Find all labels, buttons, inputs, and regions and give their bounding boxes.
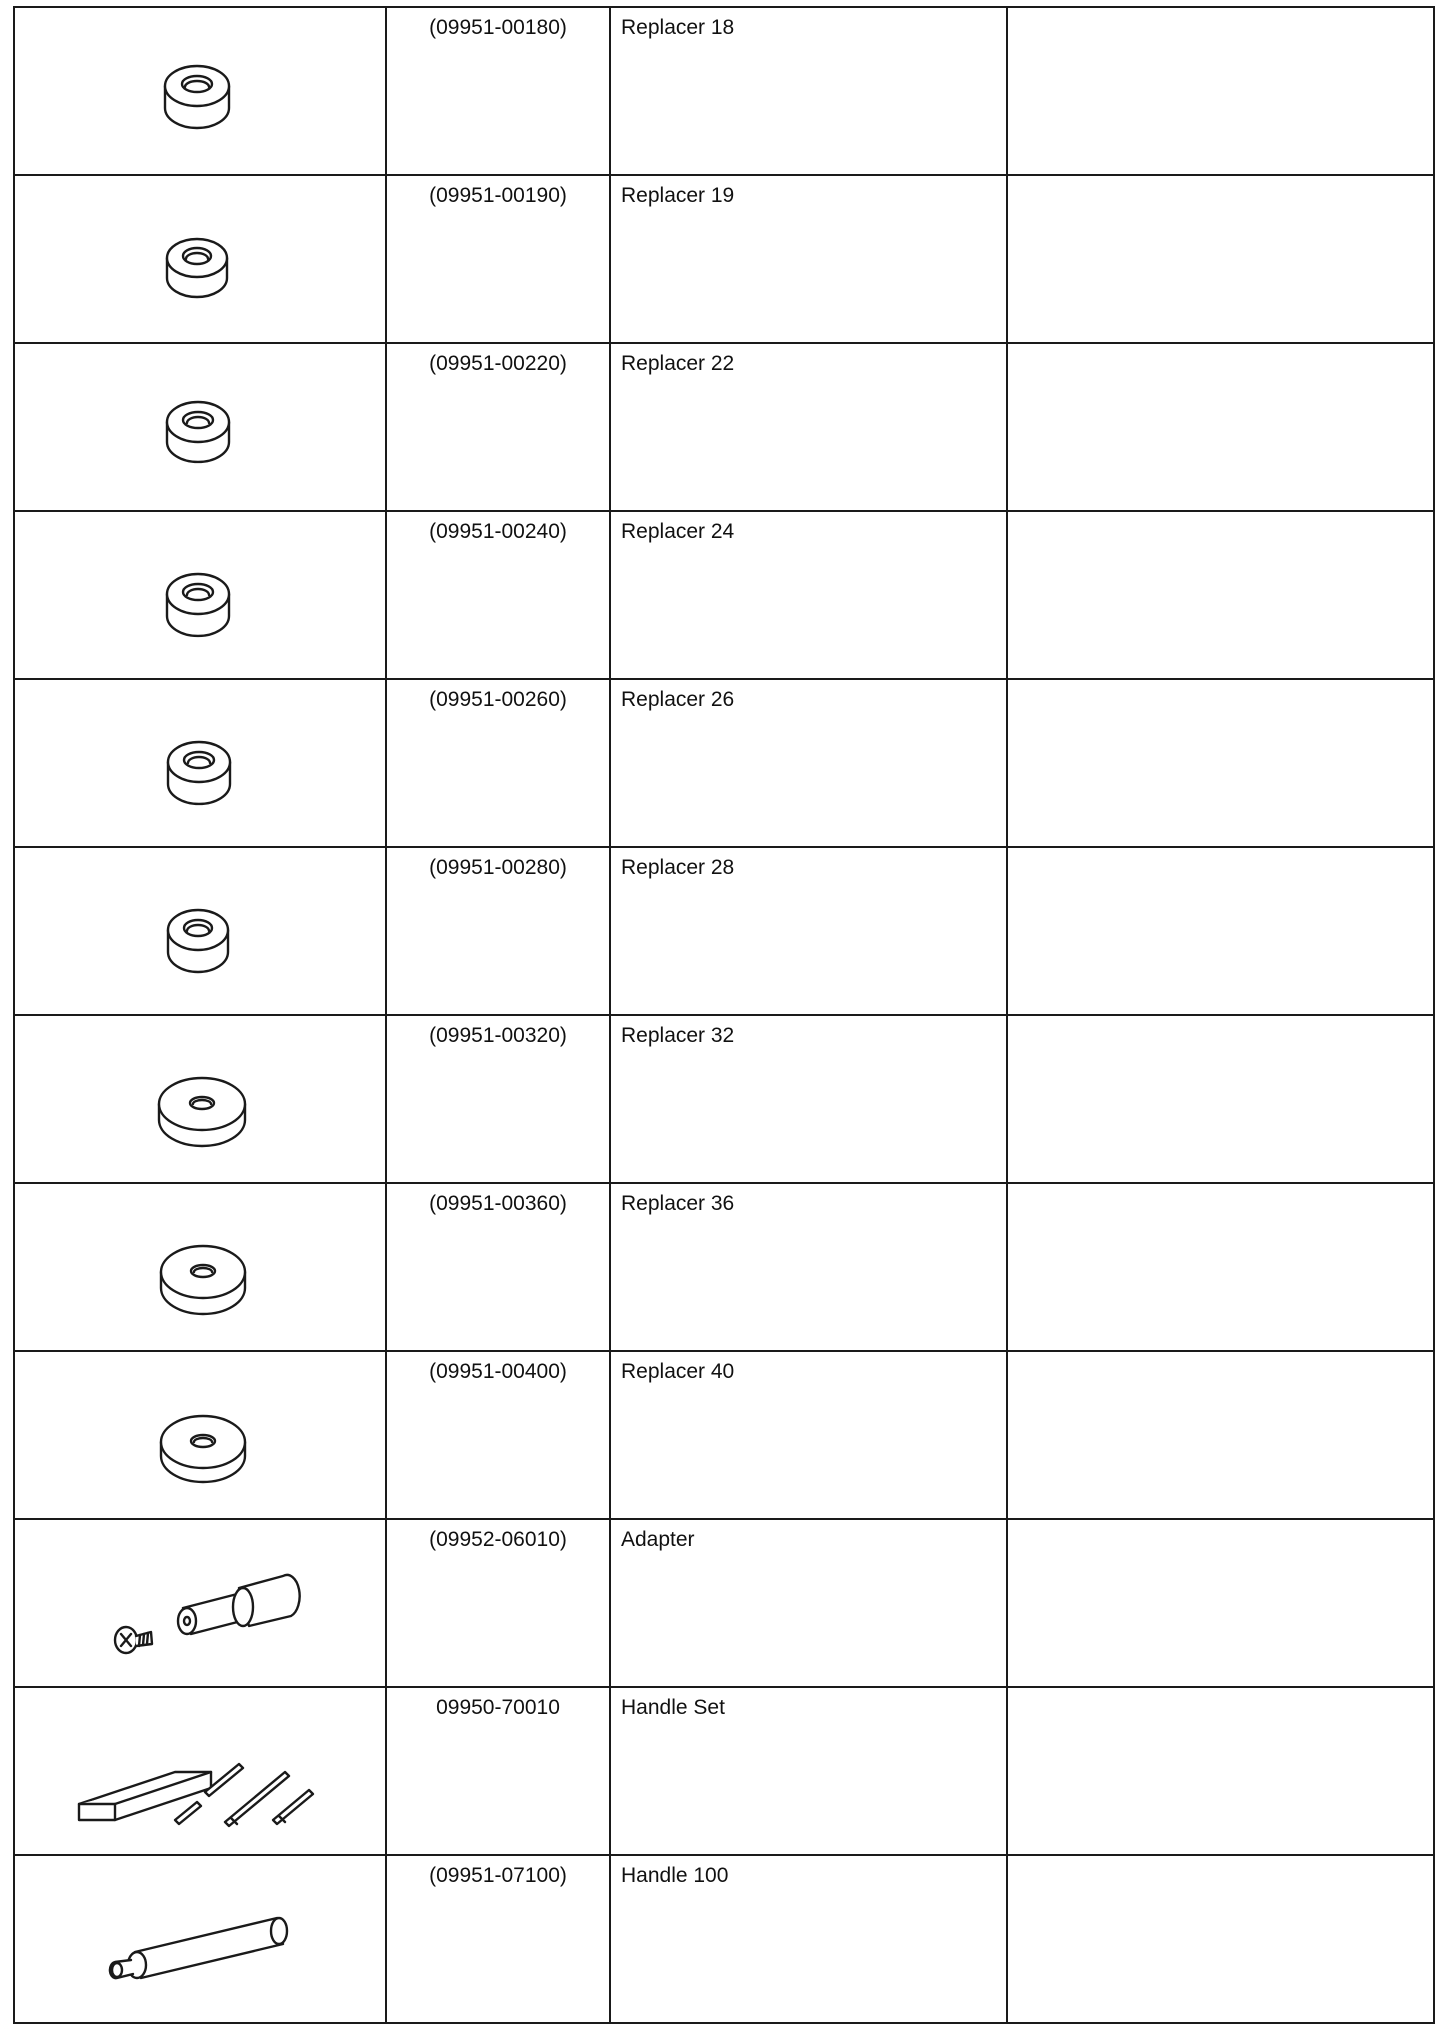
replacer-ring-icon [15,848,385,1008]
illustration-cell [14,1519,386,1687]
tool-note [1007,1351,1434,1519]
tool-note [1007,1183,1434,1351]
tool-name: Replacer 19 [610,175,1007,343]
table-row [14,1183,1434,1351]
tool-note [1007,1687,1434,1855]
replacer-ring-icon [15,8,385,168]
replacer-wide-ring-icon [15,1016,385,1176]
part-number: 09950-70010 [386,1687,610,1855]
tool-name: Replacer 32 [610,1015,1007,1183]
tool-note [1007,1855,1434,2023]
tool-name: Handle Set [610,1687,1007,1855]
replacer-ring-icon [15,512,385,672]
table-row [14,1687,1434,1855]
tool-name: Replacer 26 [610,679,1007,847]
table-row [14,7,1434,175]
adapter-bolt-icon [15,1520,385,1680]
table-row [14,1855,1434,2023]
illustration-cell [14,175,386,343]
part-number: (09951-00320) [386,1015,610,1183]
tool-table [13,6,1435,2024]
tool-note [1007,175,1434,343]
tool-note [1007,679,1434,847]
part-number: (09951-00280) [386,847,610,1015]
table-row [14,175,1434,343]
table-row [14,679,1434,847]
replacer-wide-ring-icon [15,1352,385,1512]
table-row [14,511,1434,679]
illustration-cell [14,511,386,679]
replacer-ring-icon [15,344,385,504]
handle-rod-icon [15,1856,385,2016]
replacer-ring-icon [15,176,385,336]
tool-name: Replacer 28 [610,847,1007,1015]
table-row [14,343,1434,511]
part-number: (09951-00180) [386,7,610,175]
tool-note [1007,1015,1434,1183]
illustration-cell [14,679,386,847]
tool-name: Handle 100 [610,1855,1007,2023]
illustration-cell [14,1015,386,1183]
tool-note [1007,511,1434,679]
illustration-cell [14,847,386,1015]
tool-name: Replacer 36 [610,1183,1007,1351]
part-number: (09951-00400) [386,1351,610,1519]
tool-name: Adapter [610,1519,1007,1687]
illustration-cell [14,1183,386,1351]
part-number: (09951-00260) [386,679,610,847]
illustration-cell [14,7,386,175]
handle-set-icon [15,1688,385,1848]
replacer-wide-ring-icon [15,1184,385,1344]
illustration-cell [14,343,386,511]
table-row [14,1015,1434,1183]
part-number: (09951-07100) [386,1855,610,2023]
table-row [14,1519,1434,1687]
part-number: (09952-06010) [386,1519,610,1687]
tool-note [1007,343,1434,511]
table-row [14,847,1434,1015]
tool-name: Replacer 22 [610,343,1007,511]
replacer-ring-icon [15,680,385,840]
table-row [14,1351,1434,1519]
tool-note [1007,1519,1434,1687]
illustration-cell [14,1687,386,1855]
part-number: (09951-00190) [386,175,610,343]
tool-note [1007,847,1434,1015]
tool-name: Replacer 18 [610,7,1007,175]
part-number: (09951-00240) [386,511,610,679]
tool-note [1007,7,1434,175]
tool-name: Replacer 24 [610,511,1007,679]
part-number: (09951-00220) [386,343,610,511]
part-number: (09951-00360) [386,1183,610,1351]
illustration-cell [14,1855,386,2023]
illustration-cell [14,1351,386,1519]
tool-name: Replacer 40 [610,1351,1007,1519]
